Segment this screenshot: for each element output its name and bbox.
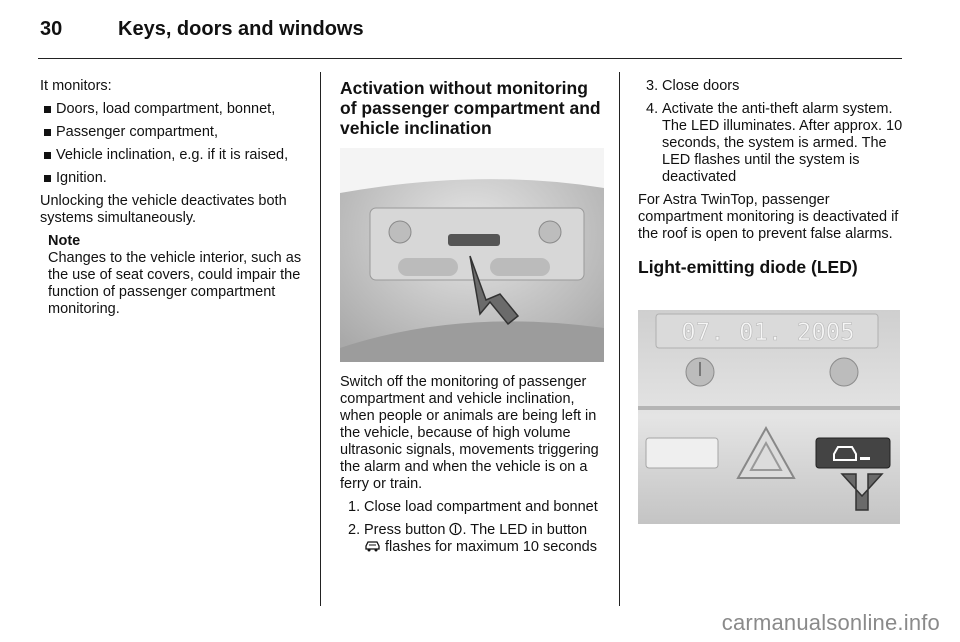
steps-list	[340, 499, 606, 556]
column-divider	[320, 72, 321, 606]
steps-list	[638, 78, 904, 186]
section-heading: Light-emitting diode (LED)	[638, 257, 858, 277]
column-1	[40, 78, 308, 318]
intro-text: It monitors:	[40, 78, 112, 94]
column-divider	[619, 72, 620, 606]
header-rule	[38, 58, 902, 59]
step-text: Close load compartment and bonnet	[364, 499, 598, 515]
list-item: Doors, load compartment, bonnet,	[40, 101, 308, 118]
list-item: Vehicle inclination, e.g. if it is raised,	[40, 147, 308, 164]
list-item	[340, 522, 606, 556]
step-number: 1.	[348, 499, 361, 515]
display-readout: 07. 01. 2005	[681, 318, 855, 346]
unlock-text: Unlocking the vehicle deactivates both systems simultaneously.	[40, 193, 287, 226]
watermark: carmanualsonline.info	[721, 610, 940, 635]
dashboard-led-photo	[638, 310, 900, 524]
ultrasonic-button-icon	[449, 522, 462, 536]
column-3	[638, 78, 904, 277]
list-item	[340, 499, 606, 516]
page-title: Keys, doors and windows	[118, 18, 364, 40]
note-heading: Note	[48, 233, 81, 249]
step-text: Press button	[364, 522, 446, 538]
monitor-list	[40, 101, 308, 187]
list-item: Passenger compartment,	[40, 124, 308, 141]
page-number: 30	[40, 18, 63, 40]
step-text: flashes for maximum 10 seconds	[385, 539, 597, 555]
twintop-text: For Astra TwinTop, passenger compartment monitoring is deactivated if the roof is open to prevent false alarms.	[638, 192, 899, 242]
car-alarm-icon	[364, 539, 381, 553]
list-item: Ignition.	[40, 170, 308, 187]
section-heading: Activation without monitoring of passenger compartment and vehicle inclination	[340, 78, 601, 138]
step-text: . The LED in button	[462, 522, 588, 538]
note-text: Changes to the vehicle interior, such as the use of seat covers, could impair the function of passenger compartment monitoring.	[48, 250, 302, 317]
body-text: Switch off the monitoring of passenger compartment and vehicle inclination, when people or animals are being left in the vehicle, because of high volume ultrasonic signals, movements triggering the alarm and when the vehicle is on a ferry or train.	[340, 374, 599, 492]
ultrasonic-button-photo	[340, 148, 604, 362]
list-item	[638, 78, 904, 95]
column-2	[340, 78, 606, 138]
step-number: 4.	[646, 101, 659, 117]
step-number: 3.	[646, 78, 659, 94]
step-number: 2.	[348, 522, 361, 538]
column-2-body	[340, 374, 606, 562]
step-text: Activate the anti-theft alarm system. The LED illuminates. After approx. 10 seconds, the system is armed. The LED flashes until the system is deactivated	[662, 101, 903, 185]
list-item	[638, 101, 904, 186]
step-text: Close doors	[662, 78, 740, 94]
note-box	[48, 233, 308, 318]
